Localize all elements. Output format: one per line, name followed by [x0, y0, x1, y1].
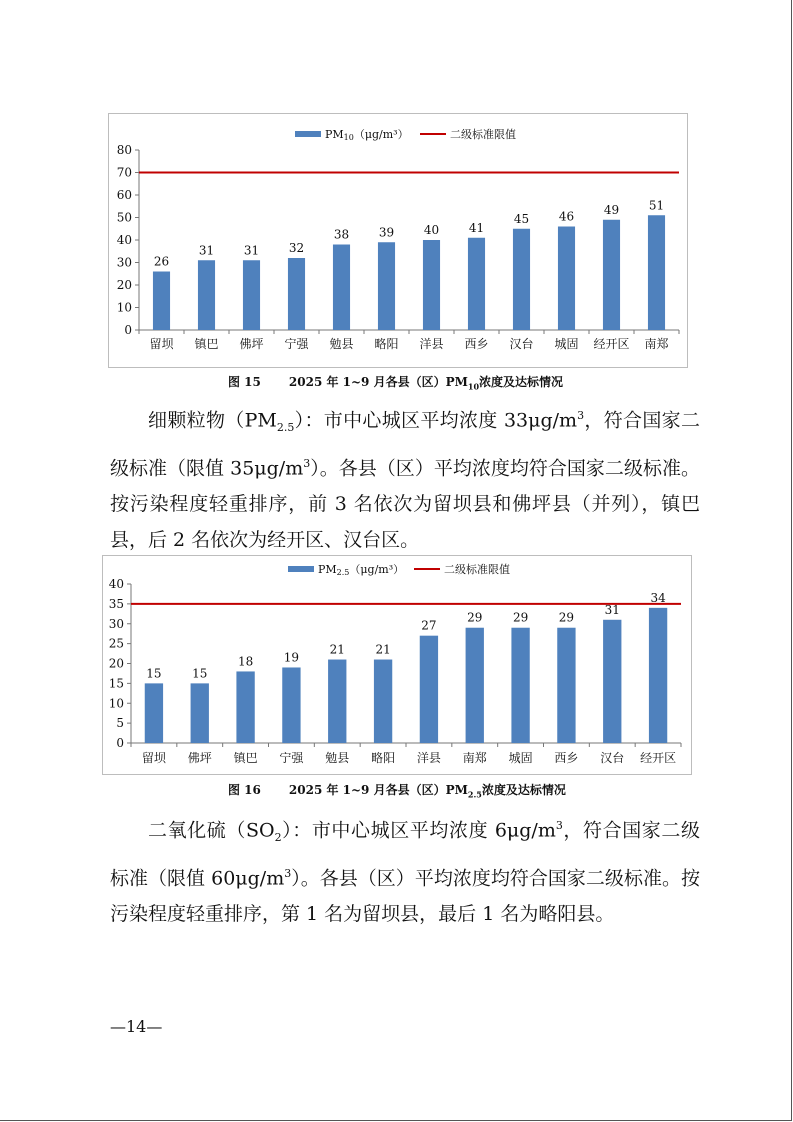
pm25-bar — [282, 667, 300, 743]
pm10-y-tick-label: 10 — [116, 300, 132, 315]
figure-15-title-sub: 10 — [467, 381, 480, 392]
pm25-data-label: 18 — [237, 654, 254, 669]
pm10-category-label: 汉台 — [509, 337, 534, 351]
pm25-category-label: 略阳 — [371, 751, 396, 765]
pm10-bar — [153, 272, 170, 331]
pm25-data-label: 21 — [329, 642, 345, 657]
pm10-data-label: 31 — [198, 243, 215, 258]
pm10-y-tick-label: 70 — [116, 165, 132, 180]
pm25-category-label: 佛坪 — [187, 751, 212, 765]
pm25-category-label: 洋县 — [416, 751, 441, 765]
pm25-category-label: 西乡 — [554, 751, 579, 765]
pm10-y-tick-label: 30 — [116, 255, 132, 270]
pm10-legend-bar-swatch — [295, 131, 321, 137]
pm25-lead: 细颗粒物（PM — [148, 409, 277, 432]
pm25-y-tick-label: 20 — [108, 656, 124, 671]
pm25-category-label: 镇巴 — [233, 751, 258, 765]
figure-15-number: 图 15 — [228, 375, 261, 389]
pm25-category-label: 勉县 — [325, 751, 350, 765]
pm10-y-tick-label: 50 — [116, 210, 132, 225]
pm25-bar — [511, 628, 529, 743]
pm25-bar — [603, 620, 621, 743]
figure-15-title-pre: 2025 年 1~9 月各县（区）PM — [288, 375, 468, 389]
pm25-y-tick-label: 25 — [108, 636, 124, 651]
pm25-category-label: 南郑 — [462, 751, 487, 765]
pm10-data-label: 45 — [513, 211, 530, 226]
pm10-data-label: 40 — [423, 223, 440, 237]
pm25-bar — [557, 628, 575, 743]
pm10-legend-series-label: PM10（μg/m³） — [325, 128, 409, 142]
pm25-chart-svg — [103, 556, 693, 776]
page-number: —14— — [110, 1017, 163, 1036]
pm10-bar — [603, 220, 620, 330]
pm10-category-label: 洋县 — [419, 337, 444, 351]
pm10-category-label: 南郑 — [644, 337, 669, 351]
so2-sup1: 3 — [555, 819, 563, 832]
pm25-data-label: 21 — [375, 642, 391, 657]
pm25-bar — [374, 660, 392, 743]
pm25-data-label: 29 — [467, 610, 483, 625]
pm25-category-label: 宁强 — [279, 751, 304, 765]
pm25-data-label: 34 — [650, 590, 666, 605]
pm25-tail: ）。各县（区）平均浓度均符合国家二级标准。按污染程度轻重排序，前 3 名依次为留坝县和佛坪县（并列），镇巴县，后 2 名依次为经开区、汉台区。 — [110, 457, 700, 552]
pm10-bar — [468, 238, 485, 330]
pm25-bar — [649, 608, 667, 743]
pm25-bar — [466, 628, 484, 743]
pm10-category-label: 宁强 — [284, 337, 309, 351]
pm25-y-tick-label: 30 — [108, 616, 124, 631]
pm25-bar — [191, 683, 209, 743]
pm25-y-tick-label: 40 — [108, 577, 124, 591]
pm10-bar — [288, 258, 305, 330]
pm10-bar — [198, 260, 215, 330]
pm25-data-label: 15 — [146, 666, 162, 681]
pm10-bar — [558, 227, 575, 331]
pm25-category-label: 留坝 — [141, 751, 166, 765]
so2-paragraph — [110, 808, 700, 932]
figure-16-title-pre: 2025 年 1~9 月各县（区）PM — [288, 783, 468, 797]
pm10-chart-svg — [109, 114, 689, 369]
so2-mid1: ）：市中心城区平均浓度 6μg/m — [281, 819, 556, 842]
pm10-bar — [243, 260, 260, 330]
pm10-chart — [108, 113, 688, 368]
figure-15-title-post: 浓度及达标情况 — [479, 375, 564, 389]
pm10-y-tick-label: 80 — [116, 143, 132, 157]
pm25-data-label: 15 — [192, 666, 208, 681]
pm25-bar — [236, 671, 254, 743]
pm25-category-label: 经开区 — [640, 751, 677, 765]
pm10-category-label: 佛坪 — [239, 337, 264, 351]
figure-16-title-post: 浓度及达标情况 — [481, 783, 566, 797]
figure-15-caption — [228, 373, 563, 391]
figure-16-number: 图 16 — [228, 783, 261, 797]
pm10-y-tick-label: 0 — [124, 323, 132, 337]
pm25-legend-limit-label: 二级标准限值 — [444, 563, 510, 576]
pm10-category-label: 略阳 — [374, 337, 399, 351]
pm25-data-label: 27 — [421, 618, 437, 633]
pm25-sup1: 3 — [577, 409, 585, 422]
pm10-data-label: 32 — [288, 241, 305, 255]
pm10-data-label: 39 — [378, 225, 395, 240]
pm10-data-label: 41 — [468, 220, 485, 235]
pm10-y-tick-label: 60 — [116, 188, 132, 202]
pm25-legend-bar-swatch — [288, 566, 314, 572]
pm25-y-tick-label: 35 — [108, 596, 124, 611]
pm25-legend-series-label: PM2.5（μg/m³） — [318, 563, 405, 577]
pm10-data-label: 38 — [333, 227, 350, 242]
pm10-category-label: 留坝 — [149, 337, 174, 351]
pm10-bar — [648, 215, 665, 330]
pm25-data-label: 29 — [558, 610, 575, 625]
pm10-data-label: 26 — [153, 254, 170, 269]
pm25-y-tick-label: 5 — [116, 716, 124, 731]
pm10-category-label: 城固 — [554, 337, 579, 351]
pm25-sub: 2.5 — [276, 421, 295, 435]
pm25-y-tick-label: 0 — [116, 736, 124, 750]
pm25-data-label: 31 — [604, 602, 620, 617]
pm25-category-label: 城固 — [508, 751, 533, 765]
pm25-chart — [102, 555, 692, 775]
pm25-bar — [328, 660, 346, 743]
figure-16-caption — [228, 781, 566, 799]
pm25-paragraph — [110, 398, 700, 558]
pm25-data-label: 29 — [512, 610, 529, 625]
pm10-bar — [513, 229, 530, 330]
pm10-data-label: 51 — [648, 198, 665, 213]
pm25-mid2: ，符合国家二级标准（限值 35μg/m — [110, 409, 700, 480]
pm25-sup2: 3 — [303, 457, 311, 471]
pm25-bar — [145, 683, 163, 743]
so2-tail: ）。各县（区）平均浓度均符合国家二级标准。按污染程度轻重排序，第 1 名为留坝县，最后 1 名为略阳县。 — [110, 867, 700, 926]
pm10-bar — [333, 245, 350, 331]
so2-sup2: 3 — [284, 867, 292, 881]
figure-16-title-sub: 2.5 — [467, 789, 482, 800]
pm10-category-label: 经开区 — [593, 337, 630, 351]
pm25-mid1: ）：市中心城区平均浓度 33μg/m — [294, 409, 578, 432]
pm10-data-label: 46 — [558, 209, 575, 224]
pm25-bar — [420, 636, 438, 743]
so2-mid2: ，符合国家二级标准（限值 60μg/m — [110, 819, 700, 890]
pm25-y-tick-label: 15 — [108, 676, 124, 691]
pm10-category-label: 镇巴 — [194, 337, 219, 351]
pm10-y-tick-label: 20 — [116, 278, 132, 292]
pm10-bar — [423, 240, 440, 330]
pm10-category-label: 勉县 — [329, 337, 354, 351]
so2-lead: 二氧化硫（SO — [148, 819, 275, 842]
pm10-data-label: 31 — [243, 243, 260, 258]
so2-sub: 2 — [274, 831, 282, 845]
pm25-y-tick-label: 10 — [108, 696, 124, 711]
pm10-data-label: 49 — [603, 202, 620, 217]
pm25-category-label: 汉台 — [600, 751, 625, 765]
pm10-legend-limit-label: 二级标准限值 — [450, 128, 516, 141]
pm25-data-label: 19 — [283, 650, 300, 665]
pm10-category-label: 西乡 — [464, 337, 489, 351]
pm10-bar — [378, 242, 395, 330]
pm10-y-tick-label: 40 — [116, 233, 132, 247]
